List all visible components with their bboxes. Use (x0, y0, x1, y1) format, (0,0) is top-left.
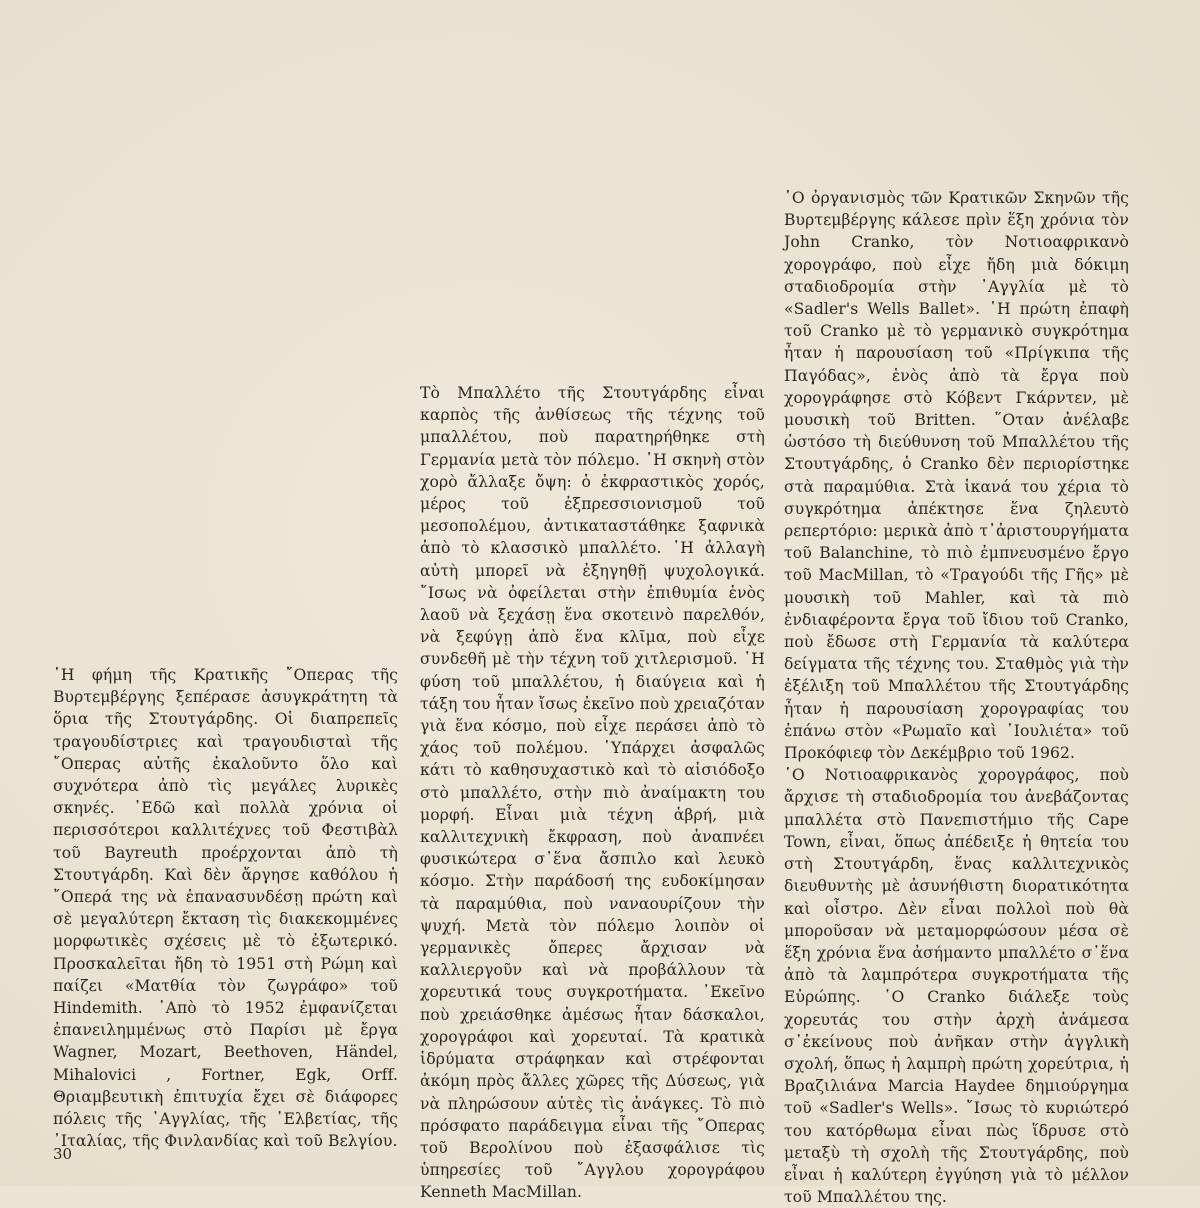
paragraph: ῾Ο Νοτιοαφρικανὸς χορογράφος, ποὺ ἄρχισε τὴ σταδιοδρομία του ἀνεβάζοντας μπαλλέτα στὸ Πανεπιστήμιο τῆς Cape Town, εἶναι, ὅπως ἀπέδειξε ἡ θητεία του στὴ Στουτγάρδη, ἕνας καλλιτεχνικὸς διευθυντὴς μὲ ἀσυνήθιστη διορατικότητα καὶ οἶστρο. Δὲν εἶναι πολλοὶ ποὺ θὰ μποροῦσαν νὰ μεταμορφώσουν μέσα σὲ ἕξη χρόνια ἕνα ἀσήμαντο μπαλλέτο σ᾿ἕνα ἀπὸ τὰ λαμπρότερα συγκροτήματα τῆς Εὐρώπης. ῾Ο Cranko διάλεξε τοὺς χορευτάς του στὴν ἀρχὴ ἀνάμεσα σ᾿ἐκείνους ποὺ ἀνῆκαν στὴν ἀγγλικὴ σχολή, ὅπως ἡ λαμπρὴ πρώτη χορεύτρια, ἡ Βραζιλιάνα Marcia Haydee δημιούργημα τοῦ «Sadler's Wells». ῎Ισως τὸ κυριώτερό του κατόρθωμα εἶναι πὼς ἵδρυσε στὸ μεταξὺ τὴ σχολὴ τῆς Στουτγάρδης, ποὺ εἶναι ἡ καλύτερη ἐγγύηση γιὰ τὸ μέλλον τοῦ Μπαλλέτου της. (784, 766, 1129, 1207)
text-column-right (784, 187, 1129, 1208)
text-column-middle (420, 382, 765, 1204)
paragraph: ῾Ο ὀργανισμὸς τῶν Κρατικῶν Σκηνῶν τῆς Βυρτεμβέργης κάλεσε πρὶν ἕξη χρόνια τὸν John Cranko, τὸν Νοτιοαφρικανὸ χορογράφο, ποὺ εἶχε ἤδη μιὰ δόκιμη σταδιοδρομία στὴν ᾿Αγγλία μὲ τὸ «Sadler's Wells Ballet». ῾Η πρώτη ἐπαφὴ τοῦ Cranko μὲ τὸ γερμανικὸ συγκρότημα ἦταν ἡ παρουσίαση τοῦ «Πρίγκιπα τῆς Παγόδας», ἑνὸς ἀπὸ τὰ ἔργα ποὺ χορογράφησε στὸ Κόβεντ Γκάρντεν, μὲ μουσικὴ τοῦ Britten. ῞Οταν ἀνέλαβε ὡστόσο τὴ διεύθυνση τοῦ Μπαλλέτου τῆς Στουτγάρδης, ὁ Cranko δὲν περιορίστηκε στὰ παραμύθια. Στὰ ἱκανά του χέρια τὸ συγκρότημα ἀπέκτησε ἕνα ζηλευτὸ ρεπερτόριο: μερικὰ ἀπὸ τ᾿ἀριστουργήματα τοῦ Balanchine, τὸ πιὸ ἐμπνευσμένο ἔργο τοῦ MacMillan, τὸ «Τραγούδι τῆς Γῆς» μὲ μουσικὴ τοῦ Mahler, καὶ τὰ πιὸ ἐνδιαφέροντα ἔργα τοῦ ἴδιου τοῦ Cranko, ποὺ ἔδωσε στὴ Γερμανία τὰ καλύτερα δείγματα τῆς τέχνης του. Σταθμὸς γιὰ τὴν ἐξέλιξη τοῦ Μπαλλέτου τῆς Στουτγάρδης ἦταν ἡ παρουσίαση χορογραφίας του ἐπάνω στὸν «Ρωμαῖο καὶ ᾿Ιουλιέτα» τοῦ Προκόφιεφ τὸν Δεκέμβριο τοῦ 1962. (784, 189, 1129, 763)
paragraph: Τὸ Μπαλλέτο τῆς Στουτγάρδης εἶναι καρπὸς τῆς ἀνθίσεως τῆς τέχνης τοῦ μπαλλέτου, ποὺ παρατηρήθηκε στὴ Γερμανία μετὰ τὸν πόλεμο. ῾Η σκηνὴ στὸν χορὸ ἄλλαξε ὄψη: ὁ ἐκφραστικὸς χορός, μέρος τοῦ ἐξπρεσσιονισμοῦ τοῦ μεσοπολέμου, ἀντικαταστάθηκε ξαφνικὰ ἀπὸ τὸ κλασσικὸ μπαλλέτο. ῾Η ἀλλαγὴ αὐτὴ μπορεῖ νὰ ἐξηγηθῇ ψυχολογικά. ῎Ισως νὰ ὀφείλεται στὴν ἐπιθυμία ἑνὸς λαοῦ νὰ ξεχάσῃ ἕνα σκοτεινὸ παρελθόν, νὰ ξεφύγῃ ἀπὸ ἕνα κλῖμα, ποὺ εἶχε συνδεθῆ μὲ τὴν τέχνη τοῦ χιτλερισμοῦ. ῾Η φύση τοῦ μπαλλέτου, ἡ διαύγεια καὶ ἡ τάξη του ἦταν ἴσως ἐκεῖνο ποὺ χρειαζόταν γιὰ ἕνα κόσμο, ποὺ εἶχε περάσει ἀπὸ τὸ χάος τοῦ πολέμου. ῾Υπάρχει ἀσφαλῶς κάτι τὸ καθησυχαστικὸ καὶ τὸ αἰσιόδοξο στὸ μπαλλέτο, στὴν πιὸ ἀναίμακτη του μορφή. Εἶναι μιὰ τέχνη ἁβρή, μιὰ καλλιτεχνικὴ ἔκφραση, ποὺ ἀναπνέει φυσικώτερα σ᾿ἕνα ἄσπιλο καὶ λευκὸ κόσμο. Στὴν παράδοσή της ευδοκίμησαν τὰ παραμύθια, ποὺ ναναουρίζουν τὴν ψυχή. Μετὰ τὸν πόλεμο λοιπὸν οἱ γερμανικὲς ὄπερες ἄρχισαν νὰ καλλιεργοῦν καὶ νὰ προβάλλουν τὰ χορευτικά τους συγκροτήματα. ᾿Εκεῖνο ποὺ χρειάσθηκε ἀμέσως ἦταν δάσκαλοι, χορογράφοι καὶ χορευταί. Τὰ κρατικὰ ἱδρύματα στράφηκαν καὶ στρέφονται ἀκόμη πρὸς ἄλλες χῶρες τῆς Δύσεως, γιὰ νὰ πληρώσουν αὐτὲς τὶς ἀνάγκες. Τὸ πιὸ πρόσφατο παράδειγμα εἶναι τῆς ῎Οπερας τοῦ Βερολίνου ποὺ ἐξασφάλισε τὶς ὑπηρεσίες τοῦ ῎Αγγλου χορογράφου Kenneth MacMillan. (420, 384, 765, 1202)
page-number: 30 (53, 1145, 73, 1163)
text-column-left (53, 664, 398, 1152)
paragraph: ῾Η φήμη τῆς Κρατικῆς ῎Οπερας τῆς Βυρτεμβέργης ξεπέρασε ἀσυγκράτητη τὰ ὅρια τῆς Στουτγάρδης. Οἱ διαπρεπεῖς τραγουδίστριες καὶ τραγουδισταὶ τῆς ῎Οπερας αὐτῆς ἐκαλοῦντο ὅλο καὶ συχνότερα ἀπὸ τὶς μεγάλες λυρικὲς σκηνές. ᾿Εδῶ καὶ πολλὰ χρόνια οἱ περισσότεροι καλλιτέχνες τοῦ Φεστιβὰλ τοῦ Bayreuth προέρχονται ἀπὸ τὴ Στουτγάρδη. Καὶ δὲν ἄργησε καθόλου ἡ ῎Οπερά της νὰ ἐπανασυνδέσῃ πρώτη καὶ σὲ μεγαλύτερη ἔκταση τὶς διακεκομμένες μορφωτικὲς σχέσεις μὲ τὸ ἐξωτερικό. Προσκαλεῖται ἤδη τὸ 1951 στὴ Ρώμη καὶ παίζει «Ματθία τὸν ζωγράφο» τοῦ Hindemith. ᾿Απὸ τὸ 1952 ἐμφανίζεται ἐπανειλημμένως στὸ Παρίσι μὲ ἔργα Wagner, Mozart, Beethoven, Händel, Mihalovici , Fortner, Egk, Orff. Θριαμβευτικὴ ἐπιτυχία ἔχει σὲ διάφορες πόλεις τῆς ᾿Αγγλίας, τῆς ᾿Ελβετίας, τῆς ᾿Ιταλίας, τῆς Φινλανδίας καὶ τοῦ Βελγίου. (53, 666, 398, 1151)
